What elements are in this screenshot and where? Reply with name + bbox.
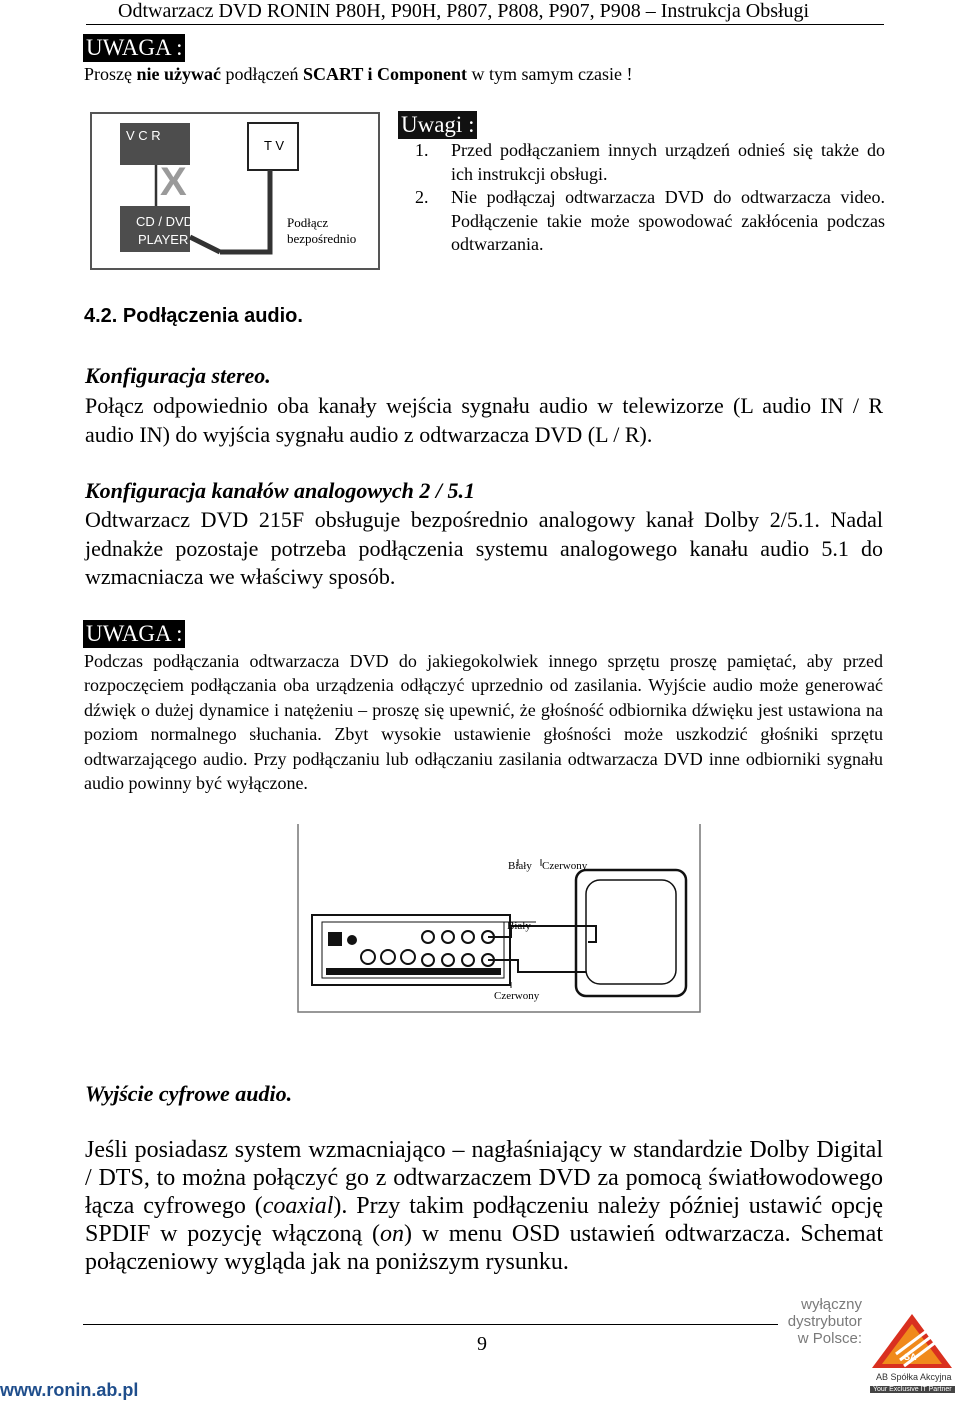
direct-label-line2: bezpośrednio: [287, 231, 357, 246]
note-text: Nie podłączaj odtwarzacza DVD do odtwarzacza video. Podłączenie takie może spowodować zakłócenia podczas odtwarzania.: [451, 187, 885, 254]
vcr-label: V C R: [126, 128, 161, 143]
warning-tag-2: UWAGA :: [83, 620, 185, 648]
warning-tag: UWAGA :: [83, 34, 185, 62]
notes-list: [415, 139, 885, 257]
cross-icon: X: [160, 160, 187, 204]
header-divider: [86, 24, 884, 25]
section-heading: 4.2. Podłączenia audio.: [84, 305, 303, 327]
note-item: [415, 139, 885, 186]
digital-coaxial-term: coaxial: [262, 1193, 334, 1219]
player-label-line1: CD / DVD: [136, 214, 194, 229]
page-number: 9: [477, 1333, 487, 1355]
logo-name: AB Spółka Akcyjna: [876, 1372, 952, 1382]
diagram-direct-connection: [90, 112, 380, 270]
digital-heading: Wyjście cyfrowe audio.: [85, 1081, 293, 1106]
label-czerwony-cable: Czerwony: [494, 990, 540, 1002]
warning-text-part: w tym samym czasie !: [467, 64, 633, 84]
warning-bold-part: nie używać: [136, 64, 221, 84]
note-text: Przed podłączaniem innych urządzeń odnieś się także do ich instrukcji obsługi.: [451, 140, 885, 184]
direct-label-line1: Podłącz: [287, 215, 329, 230]
warning-text-part: podłączeń: [221, 64, 303, 84]
notes-title: Uwagi :: [398, 111, 477, 139]
digital-text-part: ) w menu OSD ustawień odtwarzacza. Schemat połączeniowy wygląda jak na poniższym rysunku.: [85, 1221, 883, 1275]
footer-divider: [83, 1324, 778, 1325]
tv-label: T V: [264, 138, 284, 153]
warning-text-part: Proszę: [84, 64, 137, 84]
distributor-line: w Polsce:: [797, 1330, 862, 1347]
diagram-svg-2: [296, 822, 704, 1018]
page-header: [0, 0, 960, 26]
note-number: 1.: [415, 140, 429, 160]
player-label-line2: PLAYER: [138, 232, 189, 247]
header-title: Odtwarzacz DVD RONIN P80H, P90H, P807, P808, P907, P908 – Instrukcja Obsługi: [118, 0, 810, 22]
label-czerwony: Czerwony: [542, 860, 588, 872]
stereo-body: Połącz odpowiednio oba kanały wejścia sygnału audio w telewizorze (L audio IN / R audio IN) do wyjścia sygnału audio z odtwarzacza DVD (L / R).: [85, 393, 883, 447]
label-bialy: Biały: [508, 860, 532, 872]
logo-sa: SA: [904, 1352, 917, 1362]
distributor-line: wyłączny: [801, 1296, 862, 1313]
warning-power-body: Podczas podłączania odtwarzacza DVD do jakiegokolwiek innego sprzętu proszę pamiętać, aby przed rozpoczęciem podłączania oba urządzenia odłączyć uprzednio od zasilania. Wyjście audio może generować dźwięk o dużej dynamice i natężeniu – proszę się upewnić, że głośność odbiornika dźwięku jest ustawiona na poziom normalnego słuchania. Zbyt wysokie ustawienie głośności może uszkodzić głośniki sprzętu odtwarzającego audio. Przy podłączaniu lub odłączaniu zasilania odtwarzacza DVD inne odbiorniki sygnału audio powinny być wyłączone.: [84, 651, 883, 794]
digital-text-part: ). Przy takim podłączeniu należy później ustawić opcję SPDIF w pozycję włączoną (: [85, 1193, 884, 1247]
diagram-audio-connection: [296, 822, 704, 1018]
note-item: [415, 186, 885, 257]
analog-body: Odtwarzacz DVD 215F obsługuje bezpośrednio analogowy kanał Dolby 2/5.1. Nadal jednakże pozostaje potrzeba podłączenia systemu analogowego kanału audio 5.1 do wzmacniacza we właściwy sposób.: [85, 507, 883, 589]
digital-text-part: Jeśli posiadasz system wzmacniająco – nagłaśniający w standardzie Dolby Digital / DTS, to można połączyć go z odtwarzaczem DVD za pomocą światłowodowego łącza cyfrowego (: [85, 1137, 883, 1219]
stereo-heading: Konfiguracja stereo.: [85, 363, 271, 388]
distributor-label: [782, 1296, 862, 1347]
ab-logo: [866, 1310, 958, 1402]
logo-tagline: Your Exclusive IT Partner: [870, 1386, 955, 1393]
footer-url-link[interactable]: www.ronin.ab.pl: [0, 1380, 139, 1400]
warning-scart-text: [84, 62, 633, 87]
warning-bold-part: SCART i Component: [302, 64, 468, 84]
label-bialy-cable: Biały: [507, 920, 531, 932]
distributor-line: dystrybutor: [787, 1313, 862, 1330]
note-number: 2.: [415, 187, 429, 207]
analog-heading: Konfiguracja kanałów analogowych 2 / 5.1: [85, 478, 475, 503]
digital-body: [85, 1136, 883, 1276]
digital-on-term: on: [379, 1221, 404, 1247]
